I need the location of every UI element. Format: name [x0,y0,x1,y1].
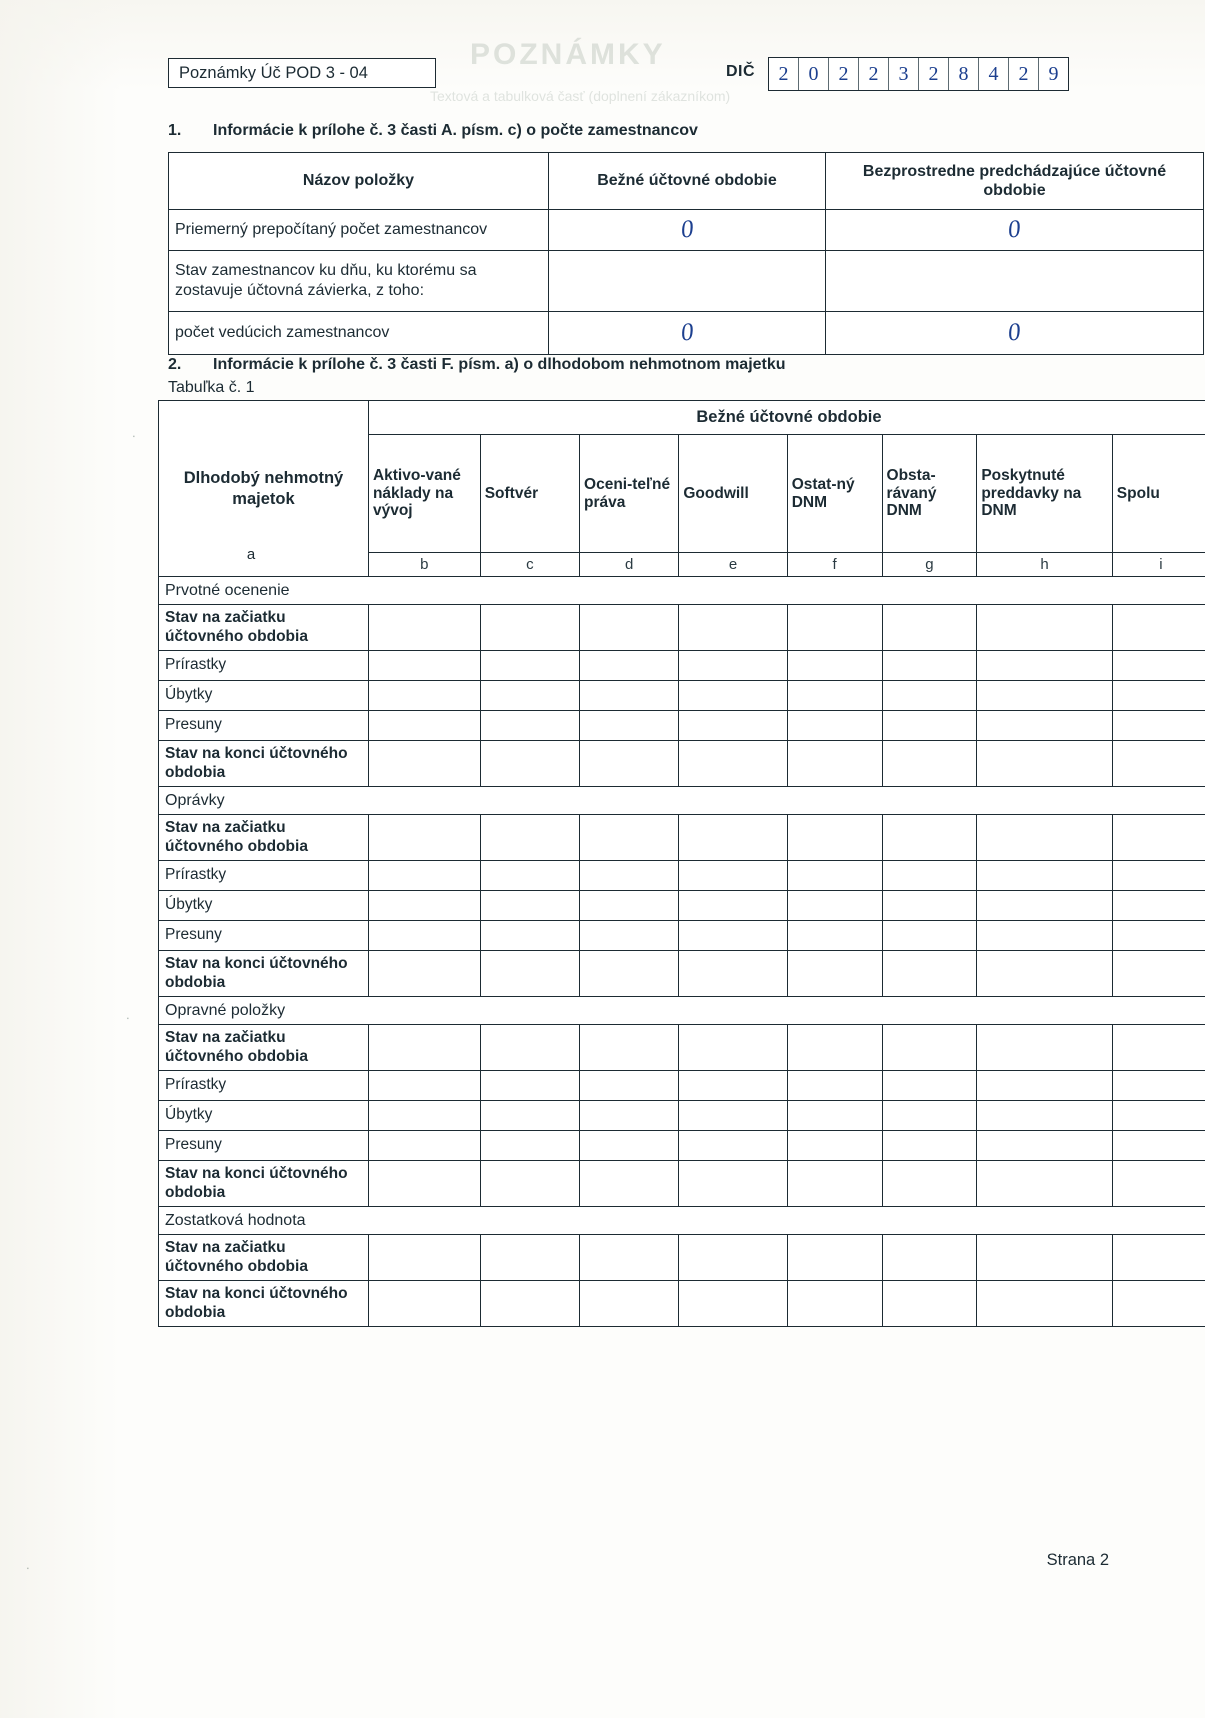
data-cell[interactable] [580,815,679,861]
data-cell[interactable] [882,951,977,997]
table-row [159,1101,1205,1131]
row-label: Úbytky [159,891,369,921]
data-cell[interactable] [1112,741,1205,787]
ghost-subtitle: Textová a tabulková časť (doplnení zákazníkom) [430,88,731,104]
handwritten-value: 0 [1006,318,1023,347]
scan-mark: ∙ [26,1560,30,1575]
section1-number: 1. [168,122,182,139]
data-cell[interactable] [480,951,579,997]
data-cell[interactable] [1112,605,1205,651]
data-cell[interactable] [787,1161,882,1207]
data-cell[interactable] [679,1071,787,1101]
data-cell[interactable] [977,1025,1112,1071]
scan-mark: ∙ [126,1010,130,1025]
data-cell[interactable] [580,891,679,921]
col-letter-e: e [679,553,787,577]
data-cell[interactable] [580,741,679,787]
data-cell[interactable] [679,1235,787,1281]
employees-table [168,152,1204,355]
row-label: Úbytky [159,1101,369,1131]
data-cell[interactable] [679,921,787,951]
dic-digit: 2 [829,58,859,90]
data-cell[interactable] [368,1235,480,1281]
data-cell[interactable] [787,711,882,741]
data-cell[interactable] [368,921,480,951]
table-header-row [169,153,1204,210]
data-cell[interactable] [368,711,480,741]
col-activated-dev-costs: Aktivo-vané náklady na vývoj [368,435,480,553]
data-cell[interactable] [787,1131,882,1161]
data-cell[interactable] [368,1101,480,1131]
data-cell[interactable] [368,1025,480,1071]
col-letter-i: i [1112,553,1205,577]
current-period-header: Bežné účtovné obdobie [368,401,1205,435]
data-cell[interactable] [679,1101,787,1131]
data-cell[interactable] [882,711,977,741]
data-cell[interactable] [1112,951,1205,997]
data-cell[interactable] [977,951,1112,997]
table-row [159,1161,1205,1207]
group-title-row [159,577,1205,605]
data-cell[interactable] [1112,1025,1205,1071]
dic-digit: 0 [799,58,829,90]
data-cell[interactable] [580,1101,679,1131]
data-cell[interactable] [1112,1161,1205,1207]
data-cell[interactable] [580,1071,679,1101]
col-software: Softvér [480,435,579,553]
data-cell[interactable] [679,891,787,921]
table-row [159,711,1205,741]
dic-number-box[interactable] [768,57,1069,91]
row-previous-value[interactable] [826,312,1204,355]
data-cell[interactable] [1112,681,1205,711]
data-cell[interactable] [787,921,882,951]
data-cell[interactable] [368,1161,480,1207]
form-code-box [168,58,436,88]
table-row [159,1071,1205,1101]
data-cell[interactable] [787,651,882,681]
row-label: Presuny [159,711,369,741]
dic-digit: 3 [889,58,919,90]
row-label: Stav na začiatku účtovného obdobia [159,1025,369,1071]
row-label: Stav na začiatku účtovného obdobia [159,1235,369,1281]
group-title-row [159,787,1205,815]
data-cell[interactable] [580,605,679,651]
data-cell[interactable] [480,1071,579,1101]
data-cell[interactable] [977,815,1112,861]
dic-digit: 2 [769,58,799,90]
data-cell[interactable] [480,681,579,711]
section2-subtitle: Tabuľka č. 1 [168,379,255,396]
table-row [159,681,1205,711]
data-cell[interactable] [368,1281,480,1327]
dic-label: DIČ [726,63,756,80]
table-row [159,651,1205,681]
data-cell[interactable] [580,1131,679,1161]
col-letter-c: c [480,553,579,577]
data-cell[interactable] [977,1235,1112,1281]
col-acquired-dnm: Obsta-rávaný DNM [882,435,977,553]
data-cell[interactable] [480,861,579,891]
data-cell[interactable] [1112,711,1205,741]
data-cell[interactable] [1112,1071,1205,1101]
data-cell[interactable] [1112,651,1205,681]
data-cell[interactable] [977,861,1112,891]
section1-title: Informácie k prílohe č. 3 časti A. písm. c) o počte zamestnancov [213,122,698,139]
table-row [159,921,1205,951]
col-letter-b: b [368,553,480,577]
data-cell[interactable] [882,1025,977,1071]
data-cell[interactable] [679,741,787,787]
data-cell[interactable] [679,605,787,651]
data-cell[interactable] [787,1281,882,1327]
table-row [159,815,1205,861]
data-cell[interactable] [787,681,882,711]
row-current-value[interactable] [549,251,826,312]
row-previous-value[interactable] [826,251,1204,312]
data-cell[interactable] [679,1161,787,1207]
data-cell[interactable] [480,1131,579,1161]
data-cell[interactable] [368,1131,480,1161]
row-label: Stav na konci účtovného obdobia [159,1281,369,1327]
group-title: Oprávky [159,787,1205,815]
row-current-value[interactable] [549,210,826,251]
data-cell[interactable] [977,741,1112,787]
col-letter-f: f [787,553,882,577]
row-label: Prírastky [159,861,369,891]
row-label: Úbytky [159,681,369,711]
data-cell[interactable] [368,605,480,651]
data-cell[interactable] [787,1071,882,1101]
row-label: Stav na konci účtovného obdobia [159,1161,369,1207]
data-cell[interactable] [882,1131,977,1161]
dic-digit: 4 [979,58,1009,90]
data-cell[interactable] [580,1161,679,1207]
data-cell[interactable] [480,605,579,651]
table-row [159,951,1205,997]
data-cell[interactable] [977,1161,1112,1207]
data-cell[interactable] [882,815,977,861]
handwritten-value: 0 [1006,215,1023,244]
data-cell[interactable] [882,651,977,681]
data-cell[interactable] [882,921,977,951]
dic-digit: 2 [1009,58,1039,90]
data-cell[interactable] [480,815,579,861]
section2-title: Informácie k prílohe č. 3 časti F. písm. a) o dlhodobom nehmotnom majetku [213,356,786,373]
data-cell[interactable] [580,1281,679,1327]
data-cell[interactable] [580,921,679,951]
dic-digit: 2 [859,58,889,90]
col-letter-h: h [977,553,1112,577]
col-letter-a: a [246,546,256,563]
group-title: Opravné položky [159,997,1205,1025]
data-cell[interactable] [480,651,579,681]
handwritten-value: 0 [679,318,695,347]
data-cell[interactable] [977,891,1112,921]
col-item-name: Názov položky [169,153,549,210]
col-total: Spolu [1112,435,1205,553]
data-cell[interactable] [882,1101,977,1131]
group-title: Prvotné ocenenie [159,577,1205,605]
table-row [159,891,1205,921]
data-cell[interactable] [882,1161,977,1207]
data-cell[interactable] [882,891,977,921]
data-cell[interactable] [480,711,579,741]
data-cell[interactable] [1112,1281,1205,1327]
data-cell[interactable] [679,951,787,997]
data-cell[interactable] [368,1071,480,1101]
group-title-row [159,997,1205,1025]
data-cell[interactable] [368,681,480,711]
data-cell[interactable] [882,1281,977,1327]
table-row [159,1025,1205,1071]
data-cell[interactable] [787,1025,882,1071]
data-cell[interactable] [1112,1101,1205,1131]
data-cell[interactable] [787,861,882,891]
col-current-period: Bežné účtovné obdobie [549,153,826,210]
data-cell[interactable] [679,1131,787,1161]
row-label: Stav na konci účtovného obdobia [159,741,369,787]
row-label: počet vedúcich zamestnancov [169,312,549,355]
data-cell[interactable] [977,651,1112,681]
table-row [159,1131,1205,1161]
data-cell[interactable] [368,741,480,787]
col-advances-dnm: Poskytnuté preddavky na DNM [977,435,1112,553]
data-cell[interactable] [977,1071,1112,1101]
table-group-header-row [159,401,1205,435]
row-current-value[interactable] [549,312,826,355]
row-label: Presuny [159,1131,369,1161]
section2-number: 2. [168,356,182,373]
table-row [159,741,1205,787]
data-cell[interactable] [580,1025,679,1071]
row-label: Stav na začiatku účtovného obdobia [159,815,369,861]
data-cell[interactable] [787,1235,882,1281]
table-row [169,312,1204,355]
data-cell[interactable] [580,711,679,741]
data-cell[interactable] [480,921,579,951]
data-cell[interactable] [368,815,480,861]
data-cell[interactable] [580,861,679,891]
ghost-title: POZNÁMKY [470,38,666,71]
data-cell[interactable] [368,891,480,921]
data-cell[interactable] [1112,921,1205,951]
data-cell[interactable] [977,605,1112,651]
data-cell[interactable] [882,605,977,651]
data-cell[interactable] [882,861,977,891]
data-cell[interactable] [679,1025,787,1071]
data-cell[interactable] [977,1101,1112,1131]
data-cell[interactable] [882,1071,977,1101]
data-cell[interactable] [679,711,787,741]
data-cell[interactable] [882,681,977,711]
data-cell[interactable] [368,651,480,681]
col-other-dnm: Ostat-ný DNM [787,435,882,553]
row-label: Prírastky [159,651,369,681]
row-label: Stav zamestnancov ku dňu, ku ktorému sa zostavuje účtovná závierka, z toho: [169,251,549,312]
data-cell[interactable] [1112,815,1205,861]
col-previous-period: Bezprostredne predchádzajúce účtovné obdobie [826,153,1204,210]
dic-digit: 2 [919,58,949,90]
table-row [159,1235,1205,1281]
data-cell[interactable] [1112,1131,1205,1161]
row-label: Presuny [159,921,369,951]
data-cell[interactable] [580,1235,679,1281]
row-previous-value[interactable] [826,210,1204,251]
data-cell[interactable] [480,1281,579,1327]
data-cell[interactable] [679,861,787,891]
data-cell[interactable] [977,921,1112,951]
data-cell[interactable] [882,1235,977,1281]
row-header-label: Dlhodobý nehmotný majetok [159,401,369,577]
data-cell[interactable] [787,1101,882,1131]
data-cell[interactable] [977,711,1112,741]
intangible-assets-table [158,400,1205,1327]
dic-digit: 9 [1048,62,1059,85]
row-label: Prírastky [159,1071,369,1101]
page-number: Strana 2 [1046,1551,1109,1569]
data-cell[interactable] [679,1281,787,1327]
data-cell[interactable] [368,951,480,997]
table-row [159,1281,1205,1327]
row-label: Stav na konci účtovného obdobia [159,951,369,997]
data-cell[interactable] [787,741,882,787]
dic-digit: 8 [949,58,979,90]
data-cell[interactable] [787,951,882,997]
data-cell[interactable] [480,891,579,921]
data-cell[interactable] [580,651,679,681]
data-cell[interactable] [580,951,679,997]
scan-mark: ∙ [132,428,136,443]
table-row [169,251,1204,312]
data-cell[interactable] [1112,1235,1205,1281]
data-cell[interactable] [977,1281,1112,1327]
data-cell[interactable] [480,1101,579,1131]
data-cell[interactable] [977,681,1112,711]
data-cell[interactable] [1112,861,1205,891]
col-letter-g: g [882,553,977,577]
data-cell[interactable] [480,741,579,787]
col-goodwill: Goodwill [679,435,787,553]
group-title-row [159,1207,1205,1235]
col-letter-d: d [580,553,679,577]
form-code-label: Poznámky Úč POD 3 - 04 [179,63,368,82]
data-cell[interactable] [977,1131,1112,1161]
table-row [159,605,1205,651]
data-cell[interactable] [1112,891,1205,921]
data-cell[interactable] [480,1235,579,1281]
row-label: Stav na začiatku účtovného obdobia [159,605,369,651]
group-title: Zostatková hodnota [159,1207,1205,1235]
table-row [159,861,1205,891]
row-label: Priemerný prepočítaný počet zamestnancov [169,210,549,251]
data-cell[interactable] [580,681,679,711]
data-cell[interactable] [480,1161,579,1207]
data-cell[interactable] [787,891,882,921]
data-cell[interactable] [679,815,787,861]
data-cell[interactable] [480,1025,579,1071]
data-cell[interactable] [679,651,787,681]
table-row [169,210,1204,251]
data-cell[interactable] [679,681,787,711]
handwritten-value: 0 [679,215,695,244]
col-valuable-rights: Oceni-teľné práva [580,435,679,553]
data-cell[interactable] [368,861,480,891]
data-cell[interactable] [787,815,882,861]
data-cell[interactable] [787,605,882,651]
data-cell[interactable] [882,741,977,787]
